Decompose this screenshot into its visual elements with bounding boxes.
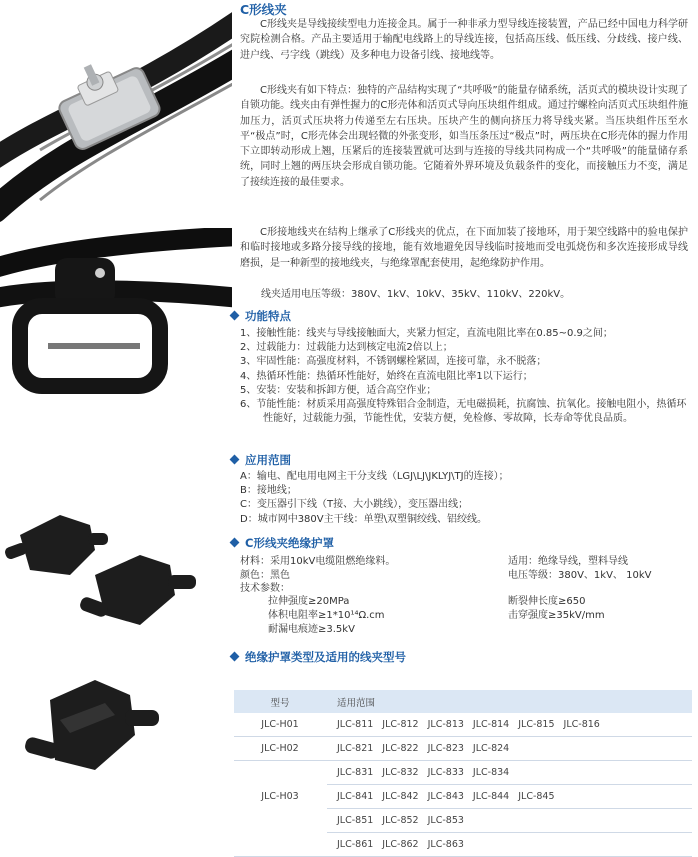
cover-resistivity: 体积电阻率≥1*10¹⁴Ω.cm xyxy=(268,610,385,621)
cover-tracking: 耐漏电痕迹≥3.5kV xyxy=(268,624,355,635)
grounding-clamp-photo xyxy=(0,228,232,398)
table-cell-range: JLC-811 JLC-812 JLC-813 JLC-814 JLC-815 JLC-816 xyxy=(327,713,692,737)
cover-tensile: 拉伸强度≥20MPa xyxy=(268,596,350,607)
list-item: 5、安装：安装和拆卸方便，适合高空作业； xyxy=(240,384,437,396)
table-cell-range: JLC-831 JLC-832 JLC-833 JLC-834 xyxy=(327,761,692,785)
intro-paragraph-2: C形线夹有如下特点：独特的产品结构实现了“共呼吸”的能量存储系统，活页式的模块设计实现了自锁功能。线夹由有弹性握力的C形壳体和活页式导向压块组件组成。通过拧螺栓向活页式压块组件施加压力，活页式压块将力传递至左右压块。压块产生的侧向挤压力将导线夹紧。当压块组件压至水平“极点”时，C形壳体会出现轻微的外张变形，如当压条压过“极点”时，两压块在C形壳体的握力作用下立即转动形成上翘，压紧后的连接装置就可达到与连接的导线共同构成一个“共呼吸”的能量储存系统，同时上翘的两压块会形成自锁功能。它随着外界环境及负载条件的变化，而接触压力不变，满足了接续连接的最佳要求。 xyxy=(240,85,688,188)
table-cell-model: JLC-H01 xyxy=(234,713,327,737)
page-title: C形线夹 xyxy=(240,2,287,17)
c-clamp-photo xyxy=(0,0,232,232)
table-cell-range: JLC-841 JLC-842 JLC-843 JLC-844 JLC-845 xyxy=(327,785,692,809)
application-list xyxy=(240,470,690,527)
cover-params-label: 技术参数： xyxy=(240,583,290,594)
insulation-cover-photo xyxy=(0,505,232,825)
table-row xyxy=(234,809,692,833)
list-item: C：变压器引下线（T接、大小跳线），变压器出线； xyxy=(240,499,469,511)
diamond-bullet-icon xyxy=(230,538,240,548)
features-heading: 功能特点 xyxy=(231,308,291,324)
table-row xyxy=(234,713,692,737)
list-item: B：接地线； xyxy=(240,485,297,497)
diamond-bullet-icon xyxy=(230,652,240,662)
cover-color: 颜色：黑色 xyxy=(240,570,290,581)
table-cell-model: JLC-H02 xyxy=(234,737,327,761)
table-row xyxy=(234,737,692,761)
application-heading: 应用范围 xyxy=(231,452,291,468)
list-item: 6、节能性能：材质采用高强度特殊铝合金制造，无电磁损耗，抗腐蚀、抗氧化。接触电阻小，热循环性能好，过载能力强，节能性优，安装方便，免检修、零故障，长寿命等优良品质。 xyxy=(240,399,687,425)
cover-heading: C形线夹绝缘护罩 xyxy=(231,535,334,551)
list-item: 3、牢固性能：高强度材料，不锈钢螺栓紧固，连接可靠，永不脱落； xyxy=(240,356,547,368)
features-list xyxy=(240,327,690,426)
cover-suitable: 适用：绝缘导线，塑料导线 xyxy=(508,556,628,567)
cover-material: 材料：采用10kV电缆阻燃绝缘料。 xyxy=(240,556,396,567)
list-item: D：城市网中380V主干线：单塑\双塑铜绞线、铝绞线。 xyxy=(240,513,487,525)
diamond-bullet-icon xyxy=(230,455,240,465)
table-cell-model xyxy=(234,833,327,857)
table-cell-model: JLC-H03 xyxy=(261,791,299,802)
list-item: A：输电、配电用电网主干分支线（LGJ\LJ\JKLYJ\TJ的连接）； xyxy=(240,471,509,482)
diamond-bullet-icon xyxy=(230,311,240,321)
table-row xyxy=(234,761,692,785)
list-item: 4、热循环性能：热循环性能好，始终在直流电阻比率1以下运行； xyxy=(240,370,533,382)
table-heading: 绝缘护罩类型及适用的线夹型号 xyxy=(231,649,406,665)
intro-paragraph-1: C形线夹是导线接续型电力连接金具。属于一种非承力型导线连接装置，产品已经中国电力科学研究院检测合格。产品主要适用于输配电线路上的导线连接，包括高压线、低压线、分歧线、接户线、进户线、弓字线（跳线）及多种电力设备引线、接地线等。 xyxy=(240,19,688,61)
voltage-line: 线夹适用电压等级：380V、1kV、10kV、35kV、110kV、220kV。 xyxy=(261,289,571,300)
cover-voltage: 电压等级：380V、1kV、 10kV xyxy=(508,570,652,581)
table-row xyxy=(234,833,692,857)
cover-elongation: 断裂伸长度≥650 xyxy=(508,596,586,607)
table-header-range: 适用范围 xyxy=(327,690,692,713)
list-item: 2、过载能力：过载能力达到核定电流2倍以上； xyxy=(240,342,453,354)
cover-breakdown: 击穿强度≥35kV/mm xyxy=(508,610,605,621)
table-cell-range: JLC-861 JLC-862 JLC-863 xyxy=(327,833,692,857)
table-cell-range: JLC-851 JLC-852 JLC-853 xyxy=(327,809,692,833)
intro-paragraph-3: C形接地线夹在结构上继承了C形线夹的优点，在下面加装了接地环，用于架空线路中的验电保护和临时接地或多路分接导线的接地，能有效地避免因导线临时接地而受电弧烧伤和多次连接形成导线磨损，是一种新型的接地线夹，与绝缘罩配套使用，起绝缘防护作用。 xyxy=(240,227,688,269)
cover-model-table xyxy=(234,690,692,857)
table-row xyxy=(234,785,692,809)
table-cell-range: JLC-821 JLC-822 JLC-823 JLC-824 xyxy=(327,737,692,761)
list-item: 1、接触性能：线夹与导线接触面大，夹紧力恒定，直流电阻比率在0.85~0.9之间； xyxy=(240,328,613,339)
table-header-model: 型号 xyxy=(234,690,327,713)
table-cell-model xyxy=(234,761,327,785)
table-cell-model xyxy=(234,809,327,833)
